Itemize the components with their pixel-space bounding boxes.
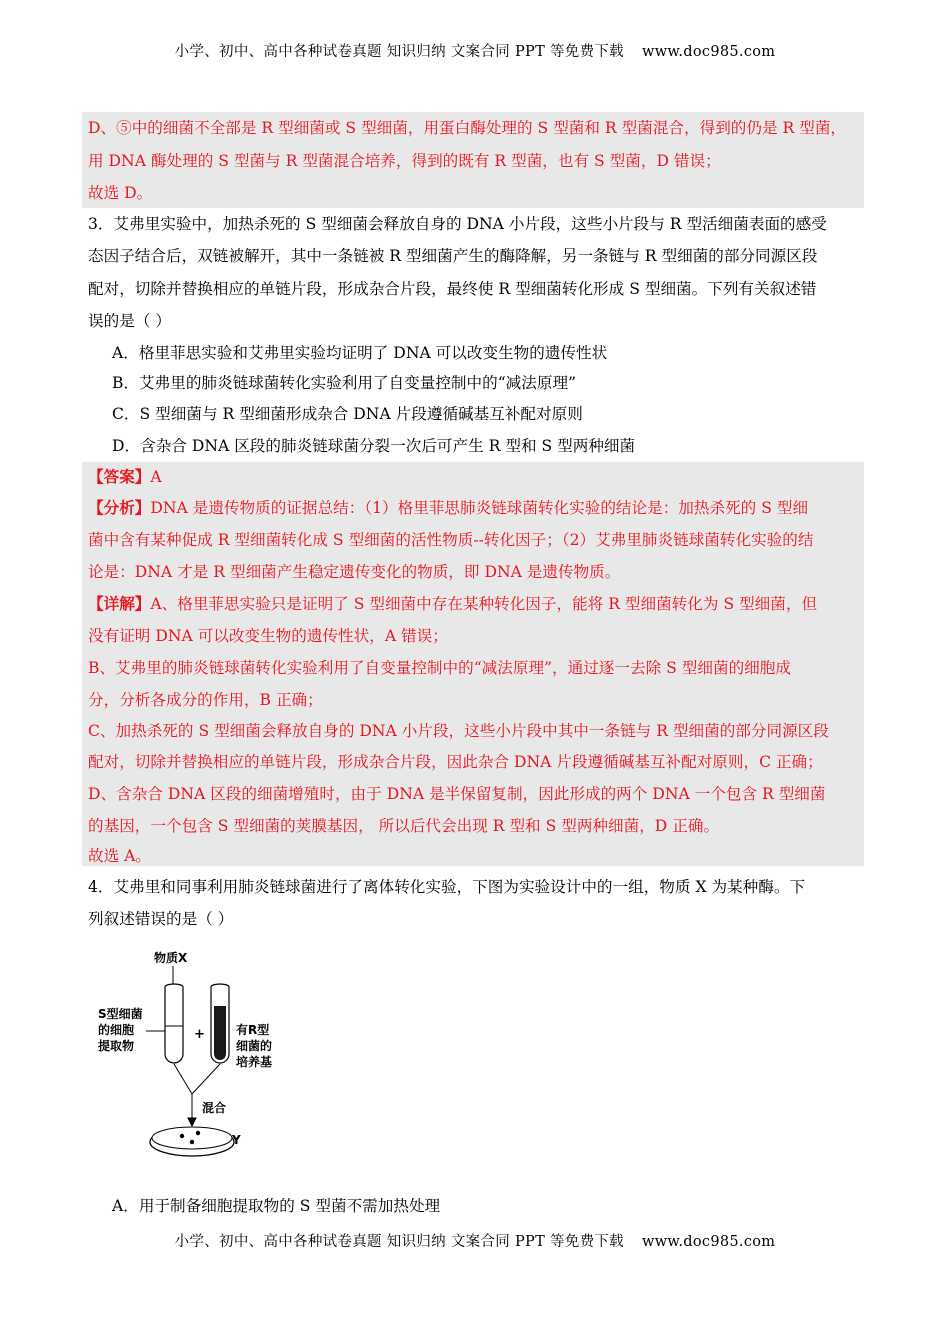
q3-option-d: D．含杂合 DNA 区段的肺炎链球菌分裂一次后可产生 R 型和 S 型两种细菌 — [112, 437, 636, 455]
q3-analysis-3: 论是：DNA 才是 R 型细菌产生稳定遗传变化的物质，即 DNA 是遗传物质。 — [88, 563, 621, 581]
q3-detail-5: C、加热杀死的 S 型细菌会释放自身的 DNA 小片段，这些小片段中其中一条链与 R 型细菌的部分同源区段 — [88, 722, 829, 740]
analysis-text-1: DNA 是遗传物质的证据总结：（1）格里菲思肺炎链球菌转化实验的结论是：加热杀死的 S 型细 — [150, 499, 809, 517]
footer-text: 小学、初中、高中各种试卷真题 知识归纳 文案合同 PPT 等免费下载 — [174, 1234, 624, 1250]
mix-label: 混合 — [202, 1101, 227, 1115]
q3-detail-1 — [88, 594, 817, 614]
detail-text-1: A、格里菲思实验只是证明了 S 型细菌中存在某种转化因子，能将 R 型细菌转化为 S 型细菌，但 — [150, 595, 818, 613]
left-label-3: 提取物 — [98, 1039, 135, 1053]
right-label-3: 培养基 — [236, 1055, 273, 1069]
q4-stem-2: 列叙述错误的是（ ） — [88, 910, 234, 928]
petri-dish — [150, 1127, 234, 1156]
plus-sign: + — [194, 1027, 205, 1042]
q3-detail-9: 故选 A。 — [88, 847, 151, 865]
header-site[interactable]: www.doc985.com — [641, 44, 776, 60]
analysis-label: 【分析】 — [88, 498, 151, 517]
q3-detail-6: 配对，切除并替换相应的单链片段，形成杂合片段，因此杂合 DNA 片段遵循碱基互补配对原则，C 正确； — [88, 753, 823, 771]
q3-detail-7: D、含杂合 DNA 区段的细菌增殖时，由于 DNA 是半保留复制，因此形成的两个 DNA 一个包含 R 型细菌 — [88, 785, 826, 803]
right-label-1: 有R型 — [236, 1023, 270, 1037]
detail-label: 【详解】 — [88, 594, 151, 613]
q3-stem-1: 3．艾弗里实验中，加热杀死的 S 型细菌会释放自身的 DNA 小片段，这些小片段与 R 型活细菌表面的感受 — [88, 215, 827, 233]
experiment-diagram — [98, 946, 273, 1166]
q4-option-a: A．用于制备细胞提取物的 S 型菌不需加热处理 — [112, 1197, 441, 1215]
q3-detail-4: 分，分析各成分的作用，B 正确； — [88, 691, 323, 709]
right-label-2: 细菌的 — [236, 1039, 273, 1053]
page-header — [0, 40, 950, 61]
prev-line-1: D、⑤中的细菌不全部是 R 型细菌或 S 型细菌，用蛋白酶处理的 S 型菌和 R 型菌混合，得到的仍是 R 型菌， — [88, 119, 847, 137]
q3-analysis-1 — [88, 498, 808, 518]
dish-label-y: Y — [232, 1133, 241, 1147]
answer-value: A — [150, 468, 162, 486]
q3-stem-4: 误的是（ ） — [88, 312, 171, 330]
q3-answer — [88, 467, 162, 487]
q3-detail-8: 的基因，一个包含 S 型细菌的荚膜基因， 所以后代会出现 R 型和 S 型两种细菌，D 正确。 — [88, 817, 720, 835]
q3-analysis-2: 菌中含有某种促成 R 型细菌转化成 S 型细菌的活性物质--转化因子；（2）艾弗里肺炎链球菌转化实验的结 — [88, 531, 814, 549]
header-text: 小学、初中、高中各种试卷真题 知识归纳 文案合同 PPT 等免费下载 — [174, 44, 624, 60]
q3-option-a: A．格里菲思实验和艾弗里实验均证明了 DNA 可以改变生物的遗传性状 — [112, 344, 608, 362]
q3-stem-2: 态因子结合后，双链被解开，其中一条链被 R 型细菌产生的酶降解，另一条链与 R 型细菌的部分同源区段 — [88, 247, 818, 265]
left-test-tube — [165, 984, 183, 1063]
footer-site[interactable]: www.doc985.com — [641, 1234, 776, 1250]
substance-x-label: 物质X — [154, 951, 188, 965]
q3-option-b: B．艾弗里的肺炎链球菌转化实验利用了自变量控制中的“减法原理” — [112, 374, 577, 392]
answer-label: 【答案】 — [88, 467, 151, 486]
right-test-tube — [211, 984, 229, 1063]
prev-line-3: 故选 D。 — [88, 184, 153, 202]
mix-arrows — [174, 1064, 220, 1126]
q3-detail-3: B、艾弗里的肺炎链球菌转化实验利用了自变量控制中的“减法原理”，通过逐一去除 S 型细菌的细胞成 — [88, 659, 791, 677]
prev-line-2: 用 DNA 酶处理的 S 型菌与 R 型菌混合培养，得到的既有 R 型菌，也有 S 型菌，D 错误； — [88, 152, 721, 170]
q3-option-c: C．S 型细菌与 R 型细菌形成杂合 DNA 片段遵循碱基互补配对原则 — [112, 405, 583, 423]
page-footer — [0, 1230, 950, 1251]
q3-detail-2: 没有证明 DNA 可以改变生物的遗传性状，A 错误； — [88, 627, 448, 645]
q3-stem-3: 配对，切除并替换相应的单链片段，形成杂合片段，最终使 R 型细菌转化形成 S 型细菌。下列有关叙述错 — [88, 280, 817, 298]
q4-stem-1: 4．艾弗里和同事利用肺炎链球菌进行了离体转化实验，下图为实验设计中的一组，物质 X 为某种酶。下 — [88, 878, 806, 896]
left-label-1: S型细菌 — [98, 1007, 143, 1021]
left-label-2: 的细胞 — [98, 1023, 135, 1037]
